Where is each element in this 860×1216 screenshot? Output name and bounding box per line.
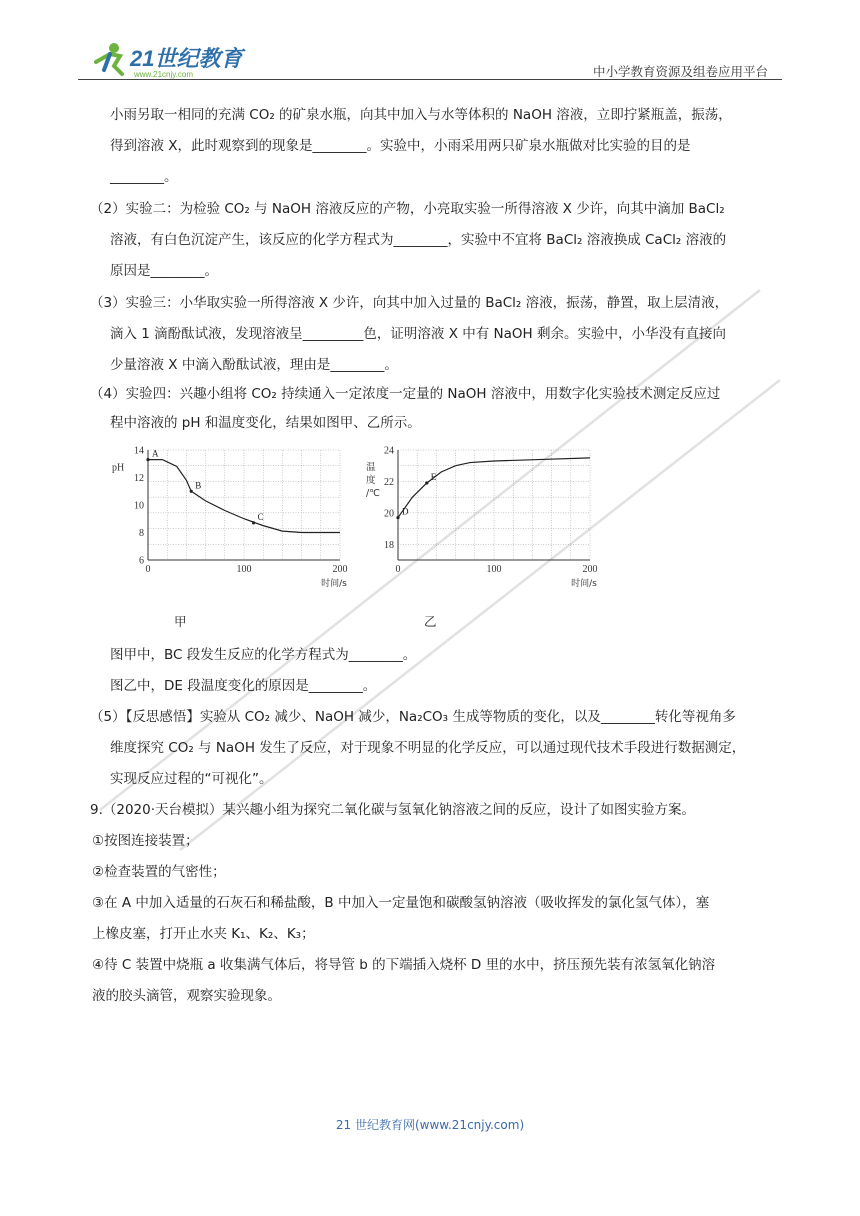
x-tick-label: 0 (395, 564, 401, 575)
data-point-a (146, 458, 149, 461)
platform-label: 中小学教育资源及组卷应用平台 (592, 64, 768, 79)
q3-line-3: 少量溶液 X 中滴入酚酞试液，理由是________。 (110, 357, 398, 373)
line-2: 得到溶液 X，此时观察到的现象是________。实验中，小雨采用两只矿泉水瓶做对比实验的目的是 (110, 138, 691, 154)
q3-line-2: 滴入 1 滴酚酞试液，发现溶液呈_________色，证明溶液 X 中有 NaOH 剩余。实验中，小华没有直接向 (110, 326, 726, 342)
y-tick-label: 10 (134, 500, 144, 512)
x-axis-label: 时间/s (571, 579, 597, 589)
point-label-e: E (430, 472, 437, 482)
y-tick-label: 14 (134, 445, 144, 457)
x-tick-label: 100 (486, 564, 502, 575)
q9-title: 9.（2020·天台模拟）某兴趣小组为探究二氧化碳与氢氧化钠溶液之间的反应，设计了如图实验方案。 (90, 802, 696, 818)
x-tick-label: 0 (145, 564, 151, 575)
fig-question-2: 图乙中，DE 段温度变化的原因是________。 (110, 678, 377, 694)
q5-line-2: 维度探究 CO₂ 与 NaOH 发生了反应，对于现象不明显的化学反应，可以通过现代技术手段进行数据测定， (110, 740, 746, 756)
step-3-line-1: ③在 A 中加入适量的石灰石和稀盐酸，B 中加入一定量饱和碳酸氢钠溶液（吸收挥发的氯化氢气体），塞 (92, 895, 710, 911)
point-label-a: A (152, 448, 159, 459)
q2-line-1: （2）实验二：为检验 CO₂ 与 NaOH 溶液反应的产物，小亮取实验一所得溶液 X 少许，向其中滴加 BaCl₂ (90, 201, 725, 217)
step-1: ①按图连接装置； (92, 833, 199, 849)
point-label-c: C (257, 511, 264, 522)
data-point-e (425, 481, 428, 484)
q5-line-3: 实现反应过程的“可视化”。 (110, 771, 273, 787)
line-1: 小雨另取一相同的充满 CO₂ 的矿泉水瓶，向其中加入与水等体积的 NaOH 溶液，立即拧紧瓶盖，振荡， (110, 107, 732, 123)
step-4-line-2: 液的胶头滴管，观察实验现象。 (92, 988, 281, 1004)
y-tick-label: 8 (139, 528, 144, 539)
q4-line-1: （4）实验四：兴趣小组将 CO₂ 持续通入一定浓度一定量的 NaOH 溶液中，用数字化实验技术测定反应过 (90, 386, 721, 402)
y-tick-label: 20 (384, 508, 394, 520)
logo-text: 21世纪教育 (130, 46, 243, 71)
header-rule (78, 79, 782, 80)
line-3: ________。 (110, 169, 178, 185)
y-tick-label: 22 (384, 476, 394, 488)
y-axis-label: 度 (366, 475, 376, 486)
y-tick-label: 12 (134, 473, 144, 484)
point-label-b: B (195, 480, 202, 491)
y-tick-label: 18 (384, 539, 394, 551)
chart-caption-yi: 乙 (424, 614, 437, 629)
logo-url: www.21cnjy.com (134, 70, 193, 79)
footer-text: 21 世纪教育网(www.21cnjy.com) (335, 1118, 525, 1132)
data-point-c (252, 521, 255, 524)
y-axis-label: 温 (366, 462, 376, 473)
point-label-d: D (402, 506, 409, 517)
y-axis-label: pH (112, 462, 125, 474)
temperature-chart (358, 440, 598, 590)
x-axis-label: 时间/s (321, 579, 347, 589)
fig-question-1: 图甲中，BC 段发生反应的化学方程式为________。 (110, 647, 417, 663)
chart-caption-jia: 甲 (174, 614, 187, 629)
step-4-line-1: ④待 C 装置中烧瓶 a 收集满气体后，将导管 b 的下端插入烧杯 D 里的水中，挤压预先装有浓氢氧化钠溶 (92, 957, 716, 973)
x-tick-label: 200 (582, 564, 598, 575)
q4-line-2: 程中溶液的 pH 和温度变化，结果如图甲、乙所示。 (110, 415, 421, 431)
step-2: ②检查装置的气密性； (92, 864, 226, 880)
y-tick-label: 24 (384, 445, 394, 457)
q5-line-1: （5）【反思感悟】实验从 CO₂ 减少、NaOH 减少，Na₂CO₃ 生成等物质的变化，以及________转化等视角多 (90, 709, 736, 725)
ph-chart (108, 440, 348, 590)
x-tick-label: 200 (332, 564, 348, 575)
runner-icon (96, 43, 122, 74)
y-tick-label: 6 (139, 555, 144, 567)
logo (84, 40, 254, 80)
q3-line-1: （3）实验三：小华取实验一所得溶液 X 少许，向其中加入过量的 BaCl₂ 溶液，振荡，静置，取上层清液， (90, 295, 729, 311)
q2-line-3: 原因是________。 (110, 263, 218, 279)
step-3-line-2: 上橡皮塞，打开止水夹 K₁、K₂、K₃； (92, 926, 315, 942)
x-tick-label: 100 (236, 564, 252, 575)
y-axis-label: /℃ (366, 488, 380, 499)
data-point-b (190, 490, 193, 493)
q2-line-2: 溶液，有白色沉淀产生，该反应的化学方程式为________，实验中不宜将 BaCl₂ 溶液换成 CaCl₂ 溶液的 (110, 232, 727, 248)
data-point-d (396, 516, 399, 519)
